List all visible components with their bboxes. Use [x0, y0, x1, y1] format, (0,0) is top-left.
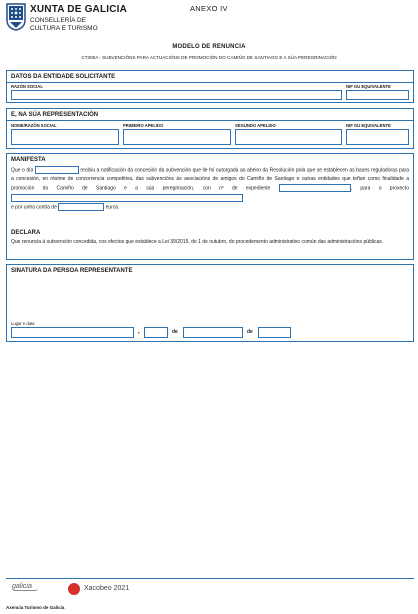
org-subtitle-line-2: CULTURA E TURISMO — [30, 25, 98, 32]
annex-label: ANEXO IV — [190, 4, 228, 13]
org-subtitle — [30, 17, 98, 33]
org-subtitle-line-1: CONSELLERÍA DE — [30, 17, 86, 24]
statement-heading: MANIFESTA — [11, 157, 46, 163]
business-name-field[interactable] — [11, 90, 342, 100]
footer-divider — [6, 578, 414, 579]
statement-text-3: , para o proxecto — [350, 185, 409, 192]
de-label-1: de — [172, 329, 178, 335]
file-number-field[interactable] — [279, 184, 351, 192]
de-label-2: de — [247, 329, 253, 335]
applicant-tax-id-label: NIF OU EQUIVALENTE — [346, 84, 391, 89]
statement-text — [11, 166, 409, 212]
document-title: MODELO DE RENUNCIA — [172, 44, 246, 50]
xacobeo-logo-text: Xacobeo 2021 — [84, 585, 130, 592]
statement-text-4: e por unha contía de — [11, 204, 57, 211]
day-field[interactable] — [144, 327, 168, 338]
signature-section — [6, 264, 414, 342]
section-divider — [7, 82, 413, 83]
business-name-label: RAZÓN SOCIAL — [11, 84, 43, 89]
signature-heading: SINATURA DA PERSOA REPRESENTANTE — [11, 268, 133, 274]
month-field[interactable] — [183, 327, 243, 338]
xacobeo-mark-icon — [68, 583, 80, 595]
rep-tax-id-field[interactable] — [346, 129, 409, 145]
declaration-heading: DECLARA — [11, 230, 41, 236]
place-date-label: Lugar e data — [11, 321, 35, 326]
applicant-tax-id-field[interactable] — [346, 90, 409, 100]
galicia-logo — [12, 583, 38, 591]
rep-name-label: NOME/RAZÓN SOCIAL — [11, 123, 57, 128]
applicant-heading: DATOS DA ENTIDADE SOLICITANTE — [11, 74, 116, 80]
galicia-logo-text: galicia — [12, 583, 32, 590]
section-divider — [7, 120, 413, 121]
representative-heading: E, NA SÚA REPRESENTACIÓN — [11, 112, 99, 118]
rep-surname2-field[interactable] — [235, 129, 342, 145]
rep-name-field[interactable] — [11, 129, 119, 145]
rep-surname1-field[interactable] — [123, 129, 231, 145]
agency-name: Axencia Turismo de Galicia — [6, 605, 65, 610]
rep-tax-id-label: NIF OU EQUIVALENTE — [346, 123, 391, 128]
year-field[interactable] — [258, 327, 291, 338]
project-field[interactable] — [11, 194, 243, 202]
declaration-text: Que renuncia á subvención concedida, cos efectos que establece a Lei 39/2015, do 1 de outubro, do procedemento administrativo común das administracións públicas. — [11, 239, 384, 245]
statement-text-2: recibiu a notificación da concesión da subvención que lle foi outorgada ao abeiro da Resolución pola que se establecen as bases reguladoras para a concesión, en réxime de concorrencia competitiva, das subvencións ás asociacións de amigos do Camiño de Santiago e outras entidades que teñan como finalidade a promoción do Camiño de Santiago e a súa peregrinación, con nº de expediente — [11, 167, 409, 192]
comma-separator: , — [138, 329, 140, 335]
document-subtitle: CT300A - SUBVENCIÓNS PARA ACTUACIÓNS DE PROMOCIÓN DO CAMIÑO DE SANTIAGO E A SÚA PEREGRINACIÓN — [81, 55, 337, 60]
statement-text-5: euros. — [105, 204, 120, 211]
xunta-shield-icon — [6, 3, 26, 31]
org-title: XUNTA DE GALICIA — [30, 4, 128, 15]
rep-surname1-label: PRIMEIRO APELIDO — [123, 123, 164, 128]
notification-date-field[interactable] — [35, 166, 79, 174]
place-field[interactable] — [11, 327, 134, 338]
statement-section — [6, 153, 414, 260]
applicant-section — [6, 70, 414, 103]
statement-text-1: Que o día — [11, 167, 34, 174]
amount-field[interactable] — [58, 203, 104, 211]
rep-surname2-label: SEGUNDO APELIDO — [235, 123, 276, 128]
representative-section — [6, 108, 414, 149]
xunta-logo — [6, 3, 126, 39]
